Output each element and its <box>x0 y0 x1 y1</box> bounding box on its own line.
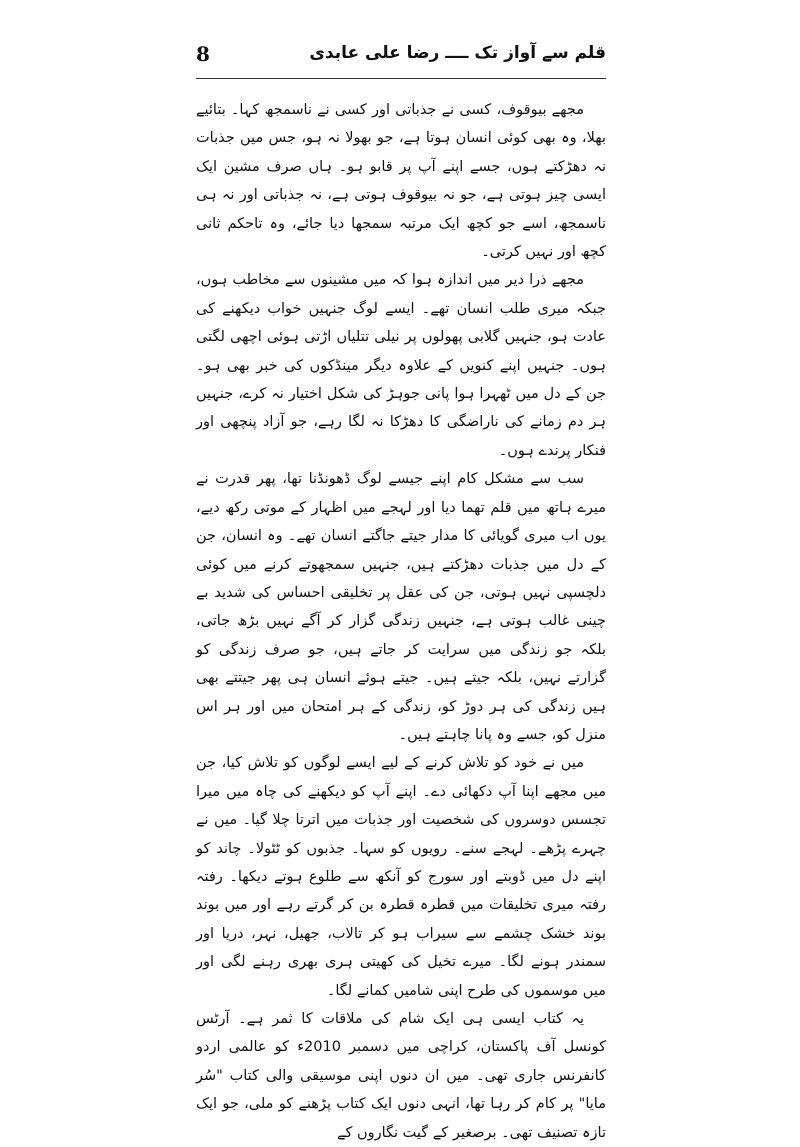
body-text <box>196 96 606 1141</box>
paragraph-2: مجھے ذرا دیر میں اندازہ ہوا کہ میں مشینوں سے مخاطب ہوں، جبکہ میری طلب انسان تھے۔ ایسے لوگ جنہیں خواب دیکھنے کی عادت ہو، جنہیں گلابی پھولوں پر نیلی تتلیاں اڑتی ہوئی اچھی لگتی ہوں۔ جنہیں اپنے کنویں کے علاوہ دیگر مینڈکوں کی خبر بھی ہو۔ جن کے دل میں ٹھہرا ہوا پانی جوہڑ کی شکل اختیار نہ کرے، جنہیں ہر دم زمانے کی ناراضگی کا دھڑکا نہ لگا رہے، جو آزاد پنچھی اور فنکار پرندے ہوں۔ <box>196 272 606 459</box>
page-number: 8 <box>196 42 210 66</box>
paragraph-3: سب سے مشکل کام اپنے جیسے لوگ ڈھونڈنا تھا، پھر قدرت نے میرے ہاتھ میں قلم تھما دیا اور لہجے میں اظہار کے موتی رکھ دیے، یوں اب میری گویائی کا مدار جیتے جاگتے انسان تھے۔ وہ انسان، جن کے دل میں جذبات دھڑکتے ہیں، جنہیں سمجھوتے کرنے میں کوئی دلچسپی نہیں ہوتی، جن کی عقل پر تخلیقی احساس کی شدید بے چینی غالب ہوتی ہے، جنہیں زندگی گزار کر آگے نہیں بڑھ جاتی، بلکہ جو زندگی میں سرایت کر جاتے ہیں، جو صرف زندگی کو گزارتے نہیں، بلکہ جیتے ہیں۔ جیتے ہوئے انسان ہی پھر جیتتے بھی ہیں زندگی کی ہر دوڑ کو، زندگی کے ہر امتحان میں اور ہر اس منزل کو، جسے وہ پانا چاہتے ہیں۔ <box>196 471 606 743</box>
page-header <box>196 40 606 74</box>
paragraph-1: مجھے بیوقوف، کسی نے جذباتی اور کسی نے ناسمجھ کہا۔ بتائیے بھلا، وہ بھی کوئی انسان ہوتا ہے، جو بھولا نہ ہو، جس میں جذبات نہ دھڑکتے ہوں، جسے اپنے آپ پر قابو ہو۔ ہاں صرف مشین ایک ایسی چیز ہوتی ہے، جو نہ بیوقوف ہوتی ہے، نہ جذباتی اور نہ ہی ناسمجھ، اسے جو کچھ ایک مرتبہ سمجھا دیا جائے، وہ تاحکم ثانی کچھ اور نہیں کرتی۔ <box>196 102 606 261</box>
header-rule <box>196 78 606 79</box>
running-title: قلم سے آواز تک ــــ رضا علی عابدی <box>309 43 606 63</box>
paragraph-4: میں نے خود کو تلاش کرنے کے لیے ایسے لوگوں کو تلاش کیا، جن میں مجھے اپنا آپ دکھائی دے۔ اپنے آپ کو دیکھنے کی چاہ میں میرا تجسس دوسروں کی شخصیت اور جذبات میں اترتا چلا گیا۔ میں نے چہرے پڑھے۔ لہجے سنے۔ رویوں کو سہا۔ جذبوں کو ٹٹولا۔ چاند کو اپنے دل میں ڈوبتے اور سورج کو آنکھ سے طلوع ہوتے دیکھا۔ رفتہ رفتہ میری تخلیقات میں قطرہ قطرہ بن کر گرتے رہے اور میں بوند بوند خشک چشمے سے سیراب ہو کر تالاب، جھیل، نہر، دریا اور سمندر ہونے لگا۔ میرے تخیل کی کھیتی ہری بھری رہنے لگی اور میں موسموں کی طرح اپنی شامیں کمانے لگا۔ <box>196 755 606 999</box>
paragraph-5: یہ کتاب ایسی ہی ایک شام کی ملاقات کا ثمر ہے۔ آرٹس کونسل آف پاکستان، کراچی میں دسمبر 2010ء کو عالمی اردو کانفرنس جاری تھی۔ میں ان دنوں اپنی موسیقی والی کتاب "سُر مایا" پر کام کر رہا تھا، انہی دنوں ایک کتاب پڑھنے کو ملی، جو ایک تازہ تصنیف تھی۔ برصغیر کے گیت نگاروں کے <box>196 1011 606 1141</box>
